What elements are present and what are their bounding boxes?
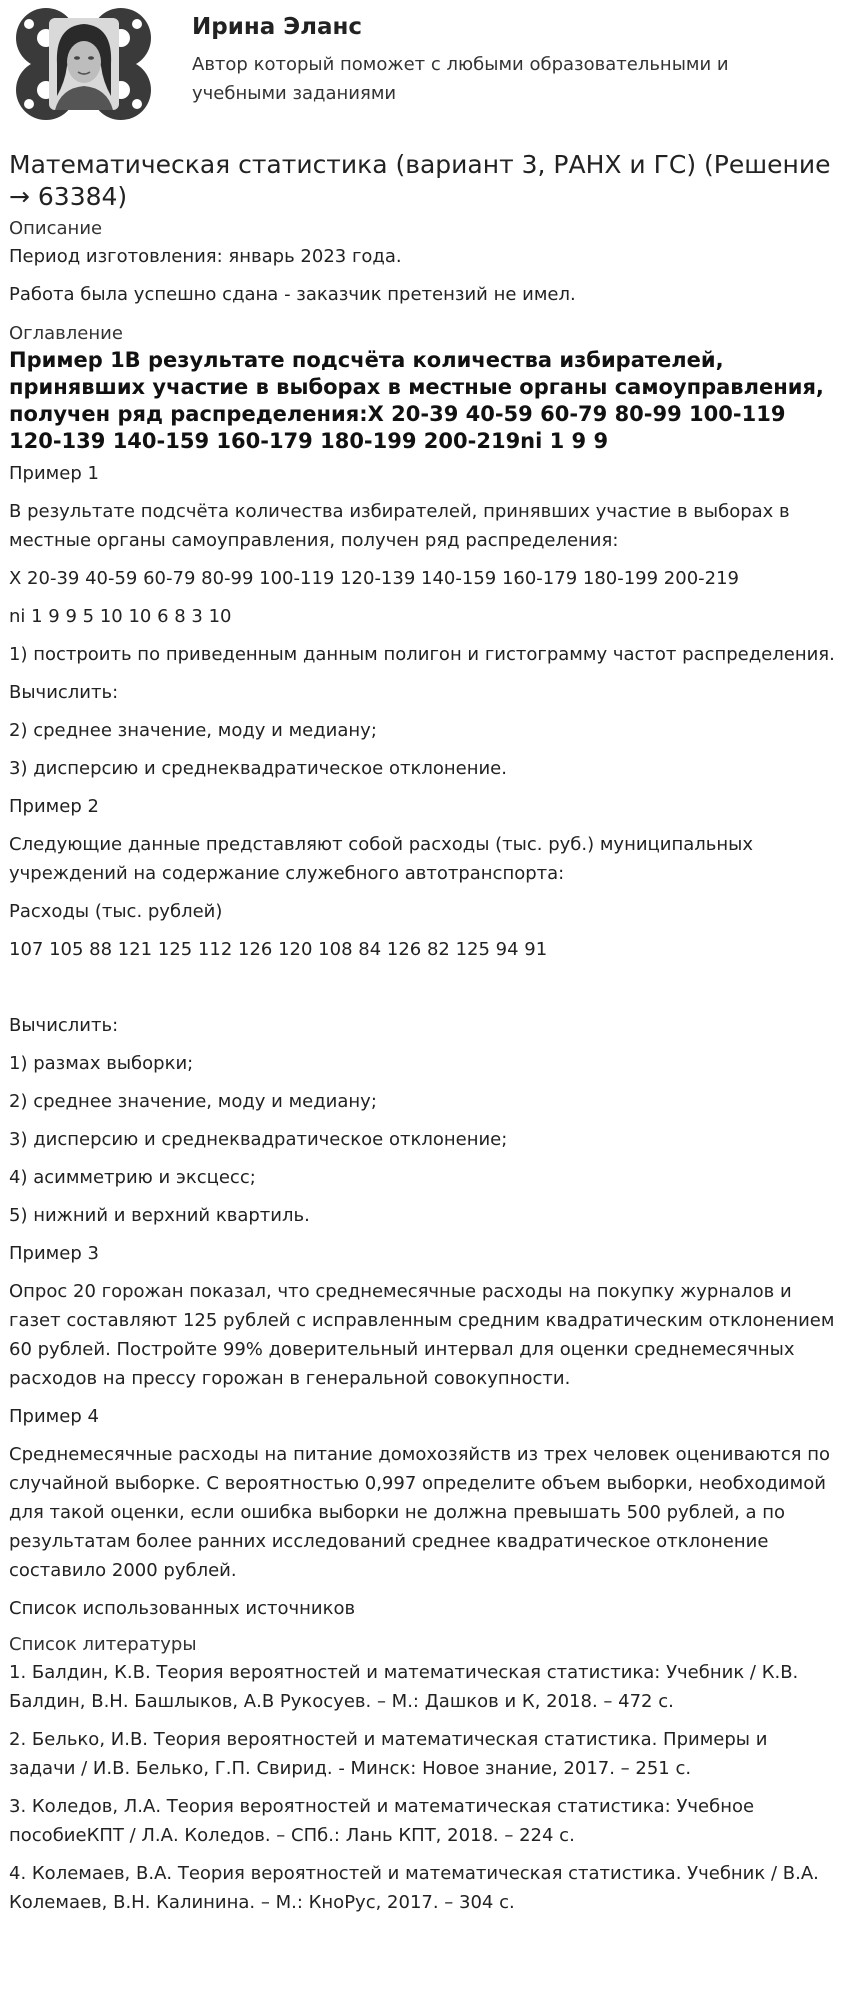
production-period: Период изготовления: январь 2023 года.: [9, 246, 402, 267]
example2-data-values: 107 105 88 121 125 112 126 120 108 84 126 82 125 94 91: [9, 939, 548, 960]
author-card: [9, 0, 839, 128]
example2-calc-label: Вычислить:: [9, 1015, 119, 1036]
source-item: 3. Коледов, Л.А. Теория вероятностей и математическая статистика: Учебное пособиеКПТ / Л.А. Коледов. – СПб.: Лань КПТ, 2018. – 224 с.: [9, 1796, 755, 1846]
avatar[interactable]: [9, 4, 157, 122]
example4-title: Пример 4: [9, 1406, 99, 1427]
example2-task2: 2) среднее значение, моду и медиану;: [9, 1091, 377, 1112]
example1-x-row: X 20-39 40-59 60-79 80-99 100-119 120-139 140-159 160-179 180-199 200-219: [9, 568, 740, 589]
example2-task3: 3) дисперсию и среднеквадратическое отклонение;: [9, 1129, 508, 1150]
author-info: [192, 4, 792, 108]
source-item: 1. Балдин, К.В. Теория вероятностей и математическая статистика: Учебник / К.В. Балдин, В.Н. Башлыков, А.В Рукосуев. – М.: Дашков и К, 2018. – 472 с.: [9, 1662, 799, 1712]
example2-text: Следующие данные представляют собой расходы (тыс. руб.) муниципальных учреждений на содержание служебного автотранспорта:: [9, 834, 754, 884]
description-label: Описание: [9, 218, 103, 239]
example1-text: В результате подсчёта количества избирателей, принявших участие в выборах в местные органы самоуправления, получен ряд распределения:: [9, 501, 790, 551]
example1-calc-label: Вычислить:: [9, 682, 119, 703]
toc-label: Оглавление: [9, 323, 123, 344]
example2-data-label: Расходы (тыс. рублей): [9, 901, 223, 922]
example1-task3: 3) дисперсию и среднеквадратическое отклонение.: [9, 758, 507, 779]
example2-title: Пример 2: [9, 796, 99, 817]
spacer: [9, 973, 839, 1011]
example1-ni-row: ni 1 9 9 5 10 10 6 8 3 10: [9, 606, 232, 627]
example3-title: Пример 3: [9, 1243, 99, 1264]
sources-label: Список использованных источников: [9, 1598, 356, 1619]
avatar-image: [9, 4, 157, 122]
example4-text: Среднемесячные расходы на питание домохозяйств из трех человек оцениваются по случайной выборке. С вероятностью 0,997 определите объем выборки, необходимой для такой оценки, если ошибка выборки не должна превышать 500 рублей, а по результатам более ранних исследований среднее квадратическое отклонение составило 2000 рублей.: [9, 1444, 830, 1581]
author-name[interactable]: Ирина Эланс: [192, 14, 363, 40]
example1-task2: 2) среднее значение, моду и медиану;: [9, 720, 377, 741]
author-description: Автор который поможет с любыми образовательными и учебными заданиями: [192, 54, 729, 104]
example2-task5: 5) нижний и верхний квартиль.: [9, 1205, 310, 1226]
work-status: Работа была успешно сдана - заказчик претензий не имел.: [9, 284, 576, 305]
source-item: 4. Колемаев, В.А. Теория вероятностей и математическая статистика. Учебник / В.А. Колемаев, В.Н. Калинина. – М.: КноРус, 2017. – 304 с.: [9, 1863, 819, 1913]
example1-task1: 1) построить по приведенным данным полигон и гистограмму частот распределения.: [9, 644, 835, 665]
example3-text: Опрос 20 горожан показал, что среднемесячные расходы на покупку журналов и газет составляют 125 рублей с исправленным средним квадратическим отклонением 60 рублей. Постройте 99% доверительный интервал для оценки среднемесячных расходов на прессу горожан в генеральной совокупности.: [9, 1281, 835, 1389]
example2-task1: 1) размах выборки;: [9, 1053, 194, 1074]
example1-title: Пример 1: [9, 463, 99, 484]
work-title: Математическая статистика (вариант 3, РАНХ и ГС) (Решение → 63384): [9, 150, 831, 211]
literature-label: Список литературы: [9, 1634, 197, 1655]
source-item: 2. Белько, И.В. Теория вероятностей и математическая статистика. Примеры и задачи / И.В. Белько, Г.П. Свирид. - Минск: Новое знание, 2017. – 251 с.: [9, 1729, 768, 1779]
example2-task4: 4) асимметрию и эксцесс;: [9, 1167, 256, 1188]
toc-heading: Пример 1В результате подсчёта количества избирателей, принявших участие в выборах в местные органы самоуправления, получен ряд распределения:X 20-39 40-59 60-79 80-99 100-119 120-139 140-159 160-179 180-199 200-219ni 1 9 9: [9, 348, 824, 453]
